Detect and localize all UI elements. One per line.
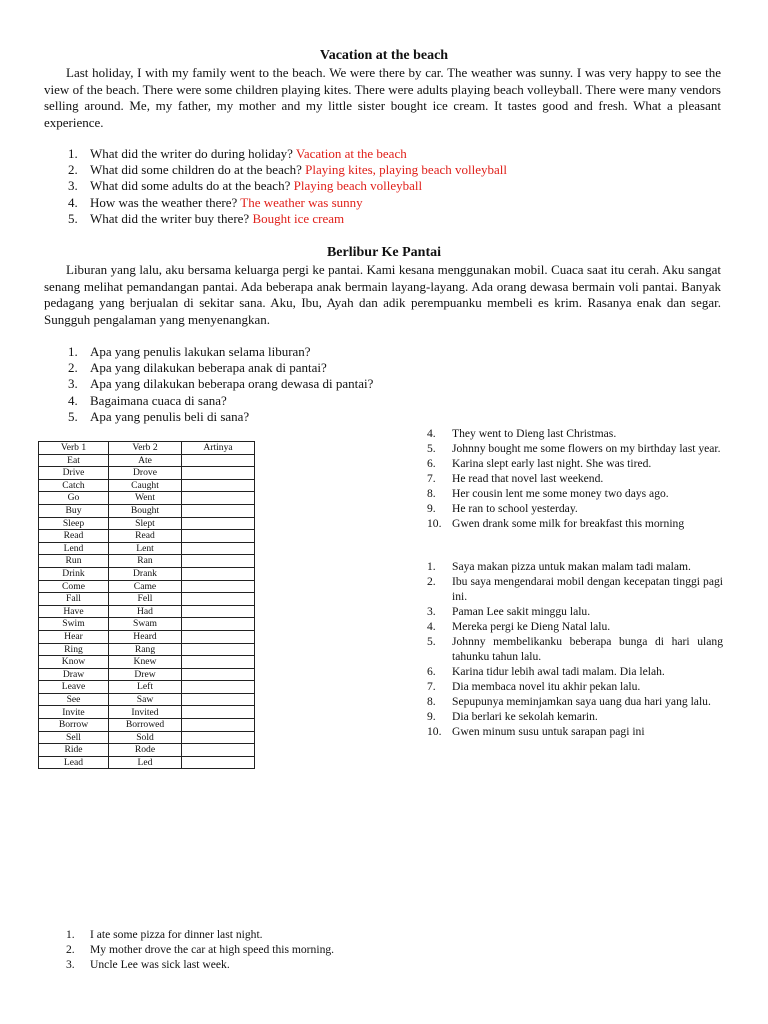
- verb1-cell: Buy: [39, 504, 109, 517]
- item-number: 5.: [68, 210, 78, 226]
- english-sentences-continued: [425, 426, 723, 531]
- verb1-cell: Draw: [39, 668, 109, 681]
- artinya-cell: [182, 542, 255, 555]
- artinya-cell: [182, 756, 255, 769]
- answer-text: Playing beach volleyball: [293, 178, 423, 194]
- item-number: 3.: [427, 605, 436, 618]
- artinya-cell: [182, 668, 255, 681]
- artinya-cell: [182, 681, 255, 694]
- item-text: Apa yang dilakukan beberapa anak di pantai?: [90, 360, 327, 376]
- verb1-cell: Go: [39, 492, 109, 505]
- item-number: 10.: [427, 725, 442, 738]
- verb1-cell: Read: [39, 530, 109, 543]
- item-text: Paman Lee sakit minggu lalu.: [452, 605, 591, 618]
- verb2-cell: Saw: [109, 693, 182, 706]
- answer-text: Bought ice cream: [252, 210, 345, 226]
- verb2-cell: Fell: [109, 593, 182, 606]
- item-number: 1.: [68, 146, 78, 161]
- list-item: [44, 162, 507, 178]
- item-text: He ran to school yesterday.: [452, 502, 578, 515]
- indonesian-sentences: [425, 559, 723, 739]
- verb1-cell: Have: [39, 605, 109, 618]
- list-item: [44, 211, 507, 227]
- item-number: 4.: [68, 194, 78, 210]
- verb2-cell: Went: [109, 492, 182, 505]
- artinya-cell: [182, 504, 255, 517]
- header-verb2: Verb 2: [109, 442, 182, 455]
- table-row: [39, 467, 255, 480]
- item-number: 5.: [427, 635, 436, 648]
- table-row: [39, 530, 255, 543]
- artinya-cell: [182, 719, 255, 732]
- table-row: [39, 580, 255, 593]
- verb2-cell: Ate: [109, 454, 182, 467]
- verb1-cell: Leave: [39, 681, 109, 694]
- artinya-cell: [182, 693, 255, 706]
- verb2-cell: Left: [109, 681, 182, 694]
- item-text: Karina slept early last night. She was tired.: [452, 457, 652, 470]
- list-item: [425, 426, 723, 441]
- item-number: 7.: [427, 472, 436, 485]
- item-number: 2.: [427, 575, 436, 588]
- verb1-cell: Lend: [39, 542, 109, 555]
- list-item: [44, 146, 507, 162]
- list-item: [66, 957, 334, 972]
- item-text: Ibu saya mengendarai mobil dengan kecepatan tinggi pagi ini.: [452, 575, 723, 603]
- table-row: [39, 542, 255, 555]
- table-row: [39, 731, 255, 744]
- verb1-cell: Come: [39, 580, 109, 593]
- table-row: [39, 479, 255, 492]
- item-text: Karina tidur lebih awal tadi malam. Dia lelah.: [452, 665, 665, 678]
- verb2-cell: Drew: [109, 668, 182, 681]
- artinya-cell: [182, 706, 255, 719]
- artinya-cell: [182, 731, 255, 744]
- item-number: 3.: [66, 958, 75, 972]
- artinya-cell: [182, 605, 255, 618]
- item-text: Dia berlari ke sekolah kemarin.: [452, 710, 598, 723]
- verb-table-header: [39, 442, 255, 455]
- item-text: How was the weather there?: [90, 194, 241, 210]
- verb2-cell: Bought: [109, 504, 182, 517]
- verb2-cell: Drank: [109, 567, 182, 580]
- item-number: 1.: [427, 560, 436, 573]
- verb1-cell: Lead: [39, 756, 109, 769]
- item-number: 4.: [427, 427, 436, 440]
- table-row: [39, 593, 255, 606]
- list-item: [425, 679, 723, 694]
- verb2-cell: Swam: [109, 618, 182, 631]
- verb-table: [38, 441, 255, 769]
- verb1-cell: Know: [39, 656, 109, 669]
- item-text: Gwen minum susu untuk sarapan pagi ini: [452, 725, 645, 738]
- answer-text: Playing kites, playing beach volleyball: [305, 162, 507, 178]
- item-text: Uncle Lee was sick last week.: [90, 958, 230, 972]
- table-row: [39, 630, 255, 643]
- list-item: [425, 724, 723, 739]
- verb1-cell: Sleep: [39, 517, 109, 530]
- list-item: [44, 195, 507, 211]
- artinya-cell: [182, 492, 255, 505]
- verb1-cell: Swim: [39, 618, 109, 631]
- list-item: [425, 694, 723, 709]
- item-text: Apa yang penulis beli di sana?: [90, 408, 250, 424]
- item-text: Johnny membelikanku beberapa bunga di hari ulang tahunku tahun lalu.: [452, 635, 723, 663]
- indonesian-questions: [44, 344, 373, 425]
- artinya-cell: [182, 744, 255, 757]
- item-text: I ate some pizza for dinner last night.: [90, 928, 263, 941]
- verb2-cell: Sold: [109, 731, 182, 744]
- table-row: [39, 643, 255, 656]
- verb2-cell: Heard: [109, 630, 182, 643]
- item-text: My mother drove the car at high speed this morning.: [90, 943, 335, 957]
- verb1-cell: Drive: [39, 467, 109, 480]
- list-item: [425, 559, 723, 574]
- verb2-cell: Rode: [109, 744, 182, 757]
- artinya-cell: [182, 479, 255, 492]
- table-row: [39, 706, 255, 719]
- header-artinya: Artinya: [182, 442, 255, 455]
- item-number: 1.: [66, 928, 75, 941]
- artinya-cell: [182, 530, 255, 543]
- item-text: Apa yang dilakukan beberapa orang dewasa di pantai?: [90, 376, 374, 392]
- item-text: Gwen drank some milk for breakfast this morning: [452, 517, 685, 530]
- answer-text: The weather was sunny: [240, 194, 363, 210]
- list-item: [66, 942, 334, 957]
- verb2-cell: Borrowed: [109, 719, 182, 732]
- item-text: What did the writer do during holiday?: [90, 146, 296, 161]
- verb2-cell: Knew: [109, 656, 182, 669]
- table-row: [39, 567, 255, 580]
- artinya-cell: [182, 580, 255, 593]
- list-item: [425, 709, 723, 724]
- verb1-cell: Invite: [39, 706, 109, 719]
- verb2-cell: Rang: [109, 643, 182, 656]
- verb2-cell: Led: [109, 756, 182, 769]
- item-text: Her cousin lent me some money two days ago.: [452, 487, 669, 500]
- item-text: Dia membaca novel itu akhir pekan lalu.: [452, 680, 641, 693]
- item-text: Sepupunya meminjamkan saya uang dua hari yang lalu.: [452, 695, 711, 708]
- list-item: [425, 516, 723, 531]
- artinya-cell: [182, 454, 255, 467]
- item-number: 8.: [427, 695, 436, 708]
- item-number: 5.: [427, 442, 436, 455]
- list-item: [425, 486, 723, 501]
- table-row: [39, 656, 255, 669]
- verb1-cell: Fall: [39, 593, 109, 606]
- item-number: 4.: [427, 620, 436, 633]
- artinya-cell: [182, 593, 255, 606]
- verb1-cell: Catch: [39, 479, 109, 492]
- english-title: Vacation at the beach: [319, 48, 449, 63]
- artinya-cell: [182, 630, 255, 643]
- verb2-cell: Slept: [109, 517, 182, 530]
- item-text: What did the writer buy there?: [90, 210, 253, 226]
- english-paragraph: Last holiday, I with my family went to the beach. We were there by car. The weather was sunny. I was very happy to see the view of the beach. There were some children playing kites. There were adults playing beach volleyball. There were many vendors selling around. Me, my father, my mother and my little sister bought ice cream. It tastes good and fresh. What a pleasant experience.: [44, 65, 721, 130]
- list-item: [44, 178, 507, 194]
- item-number: 8.: [427, 487, 436, 500]
- artinya-cell: [182, 656, 255, 669]
- list-item: [425, 456, 723, 471]
- item-text: He read that novel last weekend.: [452, 472, 604, 485]
- indonesian-paragraph: Liburan yang lalu, aku bersama keluarga pergi ke pantai. Kami kesana menggunakan mobil. Cuaca saat itu cerah. Aku sangat senang melihat pemandangan pantai. Ada beberapa anak bermain layang-layang. Ada orang dewasa bermain voli pantai. Banyak pedagang yang berjualan di sekitar sana. Aku, Ibu, Ayah dan adik perempuanku membeli es krim. Rasanya enak dan segar. Sungguh pengalaman yang menyenangkan.: [44, 262, 721, 327]
- list-item: [425, 574, 723, 604]
- verb2-cell: Read: [109, 530, 182, 543]
- table-row: [39, 618, 255, 631]
- item-number: 5.: [68, 408, 78, 424]
- list-item: [44, 393, 373, 409]
- list-item: [425, 471, 723, 486]
- verb2-cell: Had: [109, 605, 182, 618]
- verb2-cell: Invited: [109, 706, 182, 719]
- item-number: 10.: [427, 517, 442, 530]
- item-number: 2.: [66, 943, 75, 957]
- english-questions: [44, 146, 507, 227]
- artinya-cell: [182, 567, 255, 580]
- artinya-cell: [182, 618, 255, 631]
- header-verb1: Verb 1: [39, 442, 109, 455]
- list-item: [425, 664, 723, 679]
- list-item: [44, 409, 373, 425]
- table-row: [39, 555, 255, 568]
- table-row: [39, 719, 255, 732]
- verb1-cell: Borrow: [39, 719, 109, 732]
- item-number: 2.: [68, 162, 78, 178]
- list-item: [425, 501, 723, 516]
- artinya-cell: [182, 555, 255, 568]
- item-text: Saya makan pizza untuk makan malam tadi malam.: [452, 560, 691, 573]
- item-text: What did some children do at the beach?: [90, 162, 306, 178]
- list-item: [425, 634, 723, 664]
- verb1-cell: Ring: [39, 643, 109, 656]
- verb1-cell: Eat: [39, 454, 109, 467]
- table-row: [39, 756, 255, 769]
- verb2-cell: Caught: [109, 479, 182, 492]
- verb2-cell: Drove: [109, 467, 182, 480]
- item-number: 9.: [427, 710, 436, 723]
- verb1-cell: Sell: [39, 731, 109, 744]
- verb2-cell: Lent: [109, 542, 182, 555]
- item-text: Mereka pergi ke Dieng Natal lalu.: [452, 620, 611, 633]
- list-item: [44, 344, 373, 360]
- item-text: Johnny bought me some flowers on my birthday last year.: [452, 442, 721, 455]
- item-number: 1.: [68, 344, 78, 359]
- item-text: They went to Dieng last Christmas.: [452, 427, 617, 440]
- list-item: [44, 360, 373, 376]
- item-number: 3.: [68, 376, 78, 392]
- item-number: 2.: [68, 360, 78, 376]
- list-item: [425, 604, 723, 619]
- list-item: [425, 619, 723, 634]
- verb1-cell: Hear: [39, 630, 109, 643]
- item-number: 9.: [427, 502, 436, 515]
- artinya-cell: [182, 467, 255, 480]
- verb2-cell: Came: [109, 580, 182, 593]
- table-row: [39, 668, 255, 681]
- english-sentences-start: [66, 927, 334, 973]
- item-number: 6.: [427, 665, 436, 678]
- table-row: [39, 693, 255, 706]
- item-number: 4.: [68, 392, 78, 408]
- table-row: [39, 492, 255, 505]
- list-item: [425, 441, 723, 456]
- table-row: [39, 504, 255, 517]
- verb1-cell: See: [39, 693, 109, 706]
- table-row: [39, 605, 255, 618]
- table-row: [39, 681, 255, 694]
- indonesian-title: Berlibur Ke Pantai: [326, 245, 442, 260]
- verb2-cell: Ran: [109, 555, 182, 568]
- table-row: [39, 744, 255, 757]
- item-number: 7.: [427, 680, 436, 693]
- table-row: [39, 517, 255, 530]
- answer-text: Vacation at the beach: [295, 146, 407, 161]
- artinya-cell: [182, 517, 255, 530]
- verb1-cell: Drink: [39, 567, 109, 580]
- list-item: [44, 376, 373, 392]
- item-number: 6.: [427, 457, 436, 470]
- verb1-cell: Ride: [39, 744, 109, 757]
- artinya-cell: [182, 643, 255, 656]
- item-number: 3.: [68, 178, 78, 194]
- item-text: Apa yang penulis lakukan selama liburan?: [90, 344, 311, 359]
- item-text: Bagaimana cuaca di sana?: [90, 392, 227, 408]
- table-row: [39, 454, 255, 467]
- list-item: [66, 927, 334, 942]
- item-text: What did some adults do at the beach?: [90, 178, 294, 194]
- verb1-cell: Run: [39, 555, 109, 568]
